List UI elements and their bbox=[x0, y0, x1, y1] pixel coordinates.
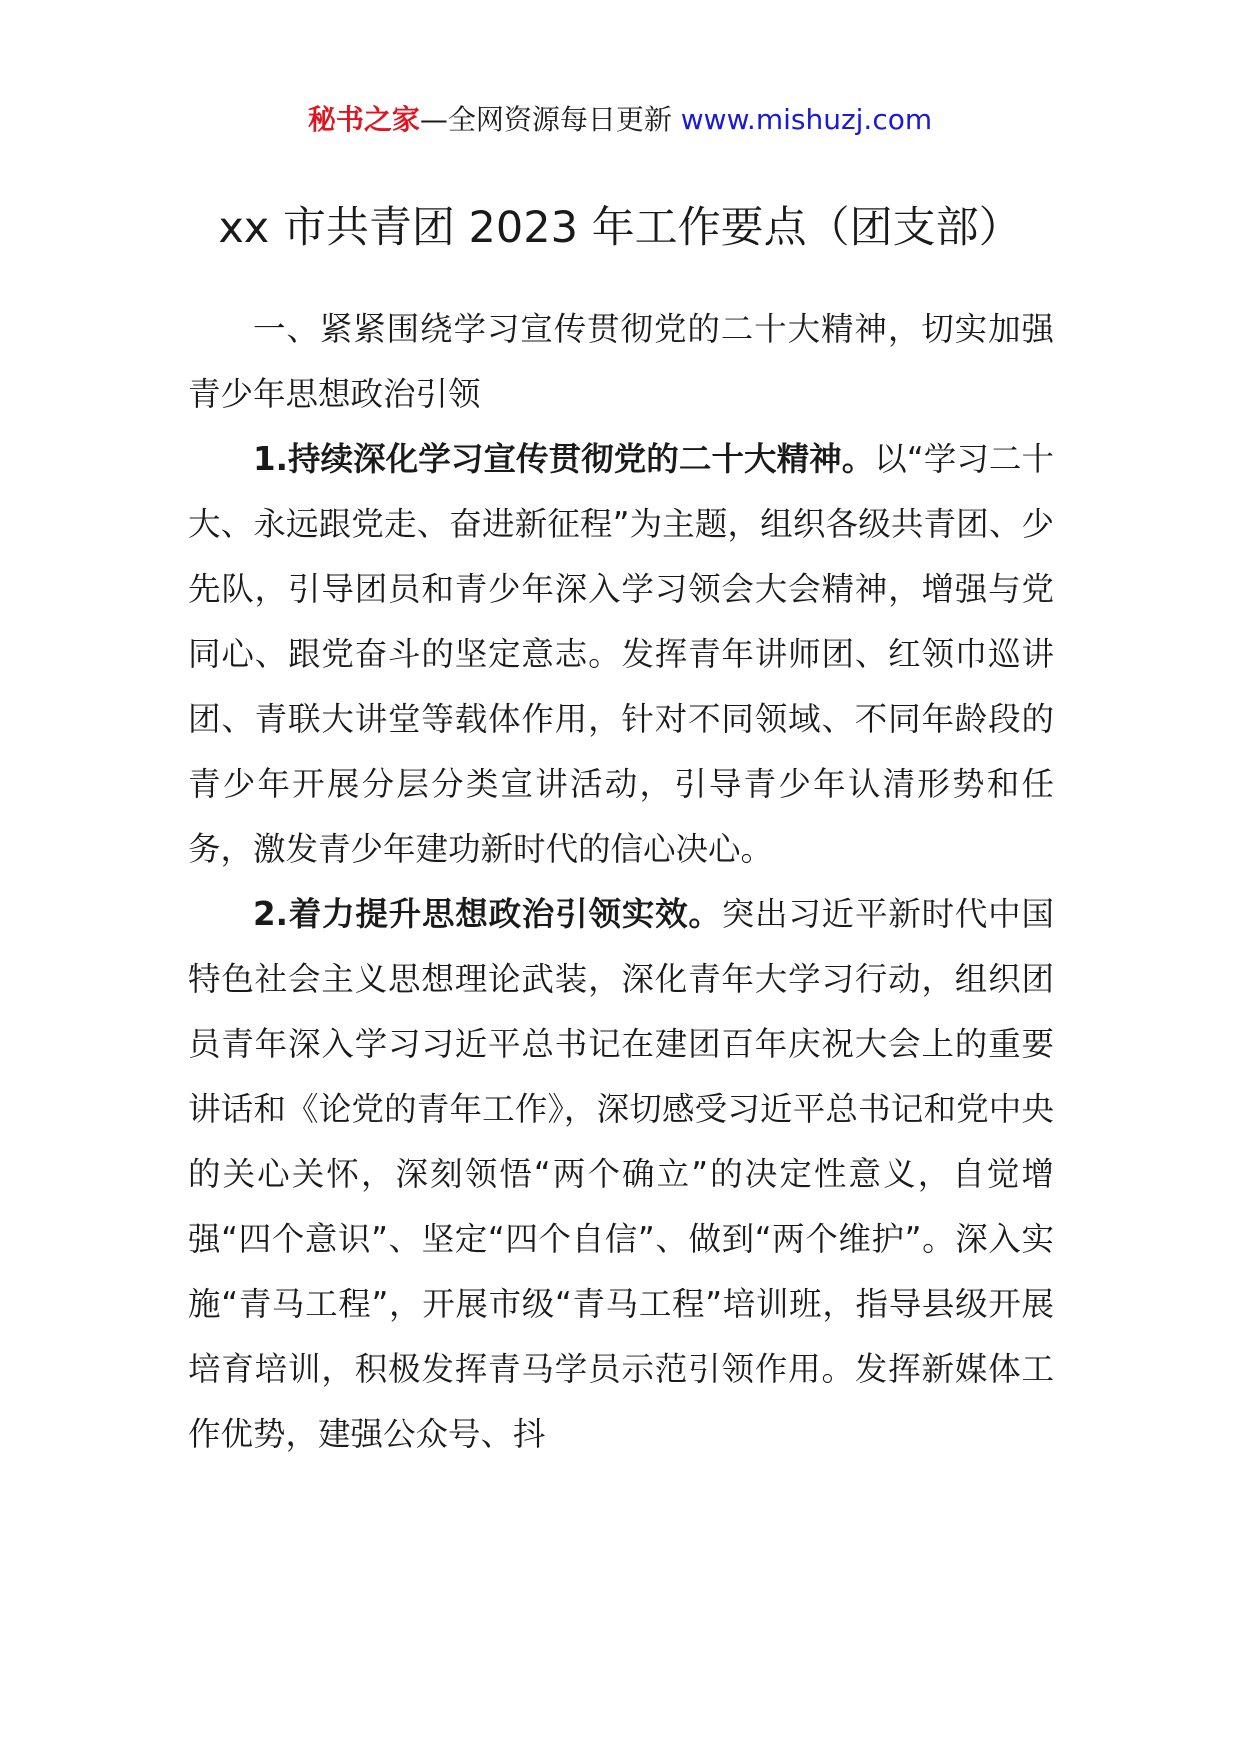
site-name: 秘书之家 bbox=[307, 103, 420, 136]
site-banner bbox=[0, 100, 1240, 140]
paragraph-item-2 bbox=[188, 882, 1054, 1467]
item-1-lead: 1.持续深化学习宣传贯彻党的二十大精神。 bbox=[253, 440, 875, 478]
item-2-body: 突出习近平新时代中国特色社会主义思想理论武装，深化青年大学习行动，组织团员青年深入学习习近平总书记在建团百年庆祝大会上的重要讲话和《论党的青年工作》，深切感受习近平总书记和党中央的关心关怀，深刻领悟“两个确立”的决定性意义，自觉增强“四个意识”、坚定“四个自信”、做到“两个维护”。深入实施“青马工程”，开展市级“青马工程”培训班，指导县级开展培育培训，积极发挥青马学员示范引领作用。发挥新媒体工作优势，建强公众号、抖 bbox=[188, 895, 1054, 1453]
site-url-link[interactable]: www.mishuzj.com bbox=[680, 103, 933, 136]
paragraph-item-1 bbox=[188, 427, 1054, 882]
section-heading: 一、紧紧围绕学习宣传贯彻党的二十大精神，切实加强青少年思想政治引领 bbox=[188, 310, 1054, 413]
document-body bbox=[188, 297, 1054, 1467]
document-title: xx 市共青团 2023 年工作要点（团支部） bbox=[218, 203, 1022, 253]
item-1-body: 以“学习二十大、永远跟党走、奋进新征程”为主题，组织各级共青团、少先队，引导团员和青少年深入学习领会大会精神，增强与党同心、跟党奋斗的坚定意志。发挥青年讲师团、红领巾巡讲团、青联大讲堂等载体作用，针对不同领域、不同年龄段的青少年开展分层分类宣讲活动，引导青少年认清形势和任务，激发青少年建功新时代的信心决心。 bbox=[188, 440, 1054, 868]
item-2-lead: 2.着力提升思想政治引领实效。 bbox=[253, 895, 722, 933]
site-slogan: —全网资源每日更新 bbox=[419, 103, 681, 136]
